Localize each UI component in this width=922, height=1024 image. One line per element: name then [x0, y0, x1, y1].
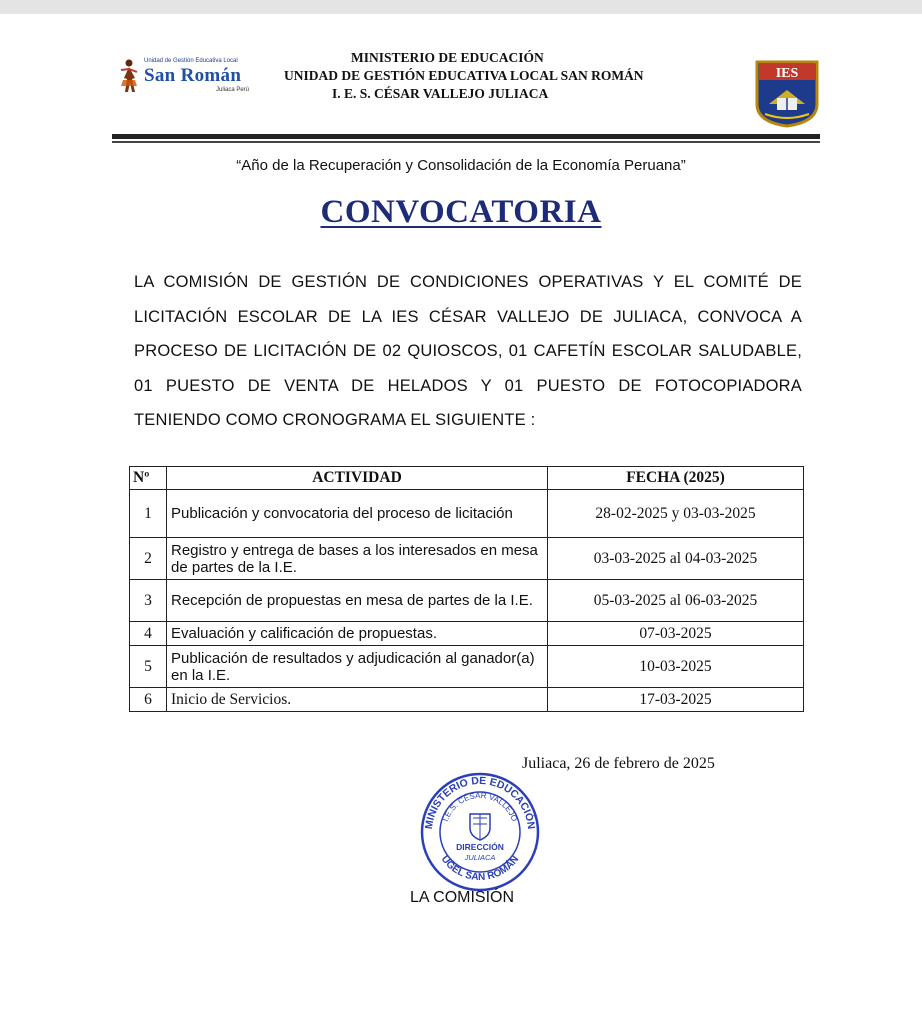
header-activity: ACTIVIDAD — [167, 467, 548, 490]
table-row — [130, 538, 804, 580]
row-date: 17-03-2025 — [548, 688, 804, 712]
header-rule-thin — [112, 141, 820, 143]
shield-icon — [470, 814, 490, 840]
header-school: I. E. S. CÉSAR VALLEJO JULIACA — [332, 86, 549, 101]
table-row — [130, 490, 804, 538]
stamp-outer-top: MINISTERIO DE EDUCACIÓN — [422, 774, 538, 830]
stamp-center: DIRECCIÓN — [456, 842, 504, 852]
row-num: 6 — [130, 688, 167, 712]
table-header-row — [130, 467, 804, 490]
stamp-outer-bottom: UGEL SAN ROMÁN — [438, 853, 522, 884]
school-crest-icon — [755, 60, 819, 128]
row-num: 1 — [130, 490, 167, 538]
document-title: CONVOCATORIA — [320, 194, 602, 230]
row-activity: Publicación de resultados y adjudicación al ganador(a) en la I.E. — [167, 646, 548, 688]
row-activity: Inicio de Servicios. — [167, 688, 548, 712]
header-ministry: MINISTERIO DE EDUCACIÓN — [351, 50, 544, 65]
row-date: 10-03-2025 — [548, 646, 804, 688]
row-activity: Publicación y convocatoria del proceso de licitación — [167, 490, 548, 538]
row-activity: Recepción de propuestas en mesa de partes de la I.E. — [167, 580, 548, 622]
table-row — [130, 688, 804, 712]
header-ugel: UNIDAD DE GESTIÓN EDUCATIVA LOCAL SAN ROMÁN — [284, 68, 644, 83]
year-motto: “Año de la Recuperación y Consolidación de la Economía Peruana” — [236, 157, 686, 174]
top-strip — [0, 0, 922, 14]
table-row — [130, 622, 804, 646]
header-date: FECHA (2025) — [548, 467, 804, 490]
row-date: 03-03-2025 al 04-03-2025 — [548, 538, 804, 580]
row-num: 4 — [130, 622, 167, 646]
row-activity: Evaluación y calificación de propuestas. — [167, 622, 548, 646]
logo-brand: San Román — [144, 65, 242, 86]
svg-text:IES: IES — [775, 66, 799, 81]
signature-commission: LA COMISIÓN — [410, 889, 515, 906]
official-stamp — [418, 770, 542, 894]
header-num: Nº — [130, 467, 167, 490]
table-row — [130, 580, 804, 622]
dancer-figure-icon — [118, 58, 140, 94]
logo-place: Juliaca Perú — [216, 87, 250, 93]
announcement-body: LA COMISIÓN DE GESTIÓN DE CONDICIONES OPERATIVAS Y EL COMITÉ DE LICITACIÓN ESCOLAR DE LA IES CÉSAR VALLEJO DE JULIACA, CONVOCA A PROCESO DE LICITACIÓN DE 02 QUIOSCOS, 01 CAFETÍN ESCOLAR SALUDABLE, 01 PUESTO DE VENTA DE HELADOS Y 01 PUESTO DE FOTOCOPIADORA TENIENDO COMO CRONOGRAMA EL SIGUIENTE : — [134, 273, 802, 429]
stamp-inner-top: I.E.S. CÉSAR VALLEJO — [440, 790, 520, 823]
row-date: 28-02-2025 y 03-03-2025 — [548, 490, 804, 538]
row-activity: Registro y entrega de bases a los interesados en mesa de partes de la I.E. — [167, 538, 548, 580]
stamp-city: JULIACA — [464, 853, 496, 862]
table-row — [130, 646, 804, 688]
ugel-logo — [118, 56, 268, 96]
row-date: 07-03-2025 — [548, 622, 804, 646]
logo-small-text: Unidad de Gestión Educativa Local — [144, 58, 238, 64]
place-date: Juliaca, 26 de febrero de 2025 — [522, 755, 715, 772]
row-num: 5 — [130, 646, 167, 688]
row-num: 2 — [130, 538, 167, 580]
row-num: 3 — [130, 580, 167, 622]
row-date: 05-03-2025 al 06-03-2025 — [548, 580, 804, 622]
header-rule-thick — [112, 134, 820, 139]
schedule-table — [129, 466, 804, 712]
